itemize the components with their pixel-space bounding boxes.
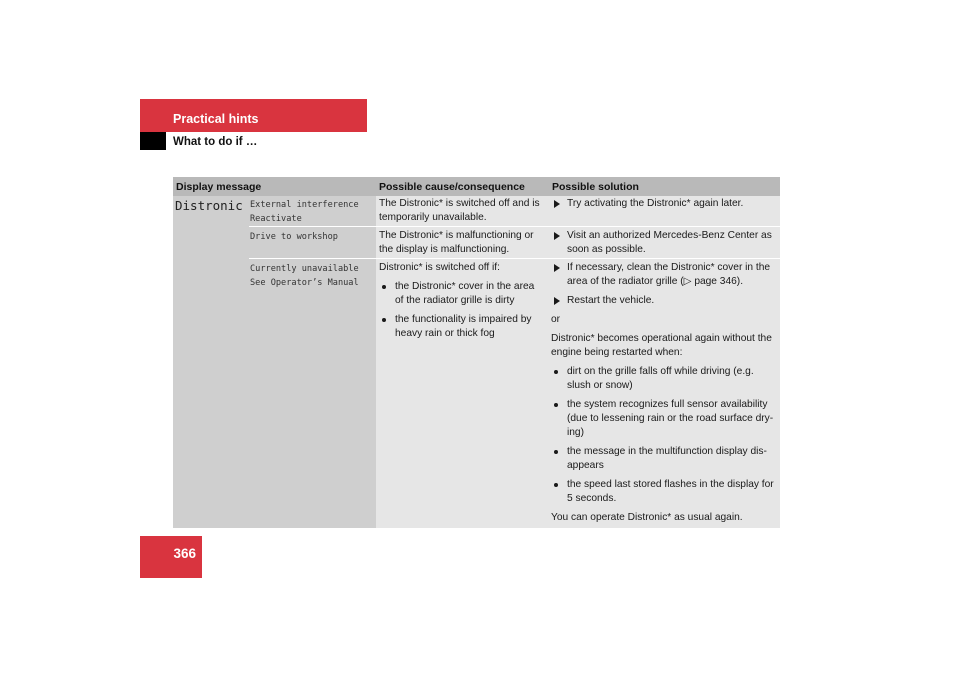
row-divider	[249, 258, 780, 259]
solution-action: Try activating the Distronic* again later.	[551, 197, 778, 211]
solution-action: Restart the vehicle.	[551, 294, 778, 308]
bullet-icon	[382, 318, 386, 322]
row-divider	[249, 226, 780, 227]
list-item: the functionality is impaired by heavy rain or thick fog	[379, 313, 545, 341]
message-column	[173, 196, 376, 528]
column-header-cause: Possible cause/consequence	[376, 177, 549, 196]
arrow-icon	[554, 297, 560, 305]
bullet-icon	[554, 370, 558, 374]
list-item: the message in the multifunction display dis-appears	[551, 445, 778, 473]
cause-text: The Distronic* is malfunctioning or the display is malfunctioning.	[379, 230, 534, 255]
column-header-display-message: Display message	[173, 177, 376, 196]
display-message: Currently unavailable See Operator’s Manual	[250, 264, 359, 288]
solution-action: Visit an authorized Mercedes-Benz Center as soon as possible.	[551, 229, 778, 257]
cause-block	[379, 261, 545, 341]
solution-conclusion: You can operate Distronic* as usual again.	[551, 512, 743, 523]
solution-action: If necessary, clean the Distronic* cover in the area of the radiator grille (▷ page 346).	[551, 261, 778, 289]
display-message: External interference Reactivate	[250, 200, 359, 224]
bullet-icon	[554, 403, 558, 407]
arrow-icon	[554, 264, 560, 272]
list-item: dirt on the grille falls off while driving (e.g. slush or snow)	[551, 365, 778, 393]
cause-text: The Distronic* is switched off and is temporarily unavailable.	[379, 198, 540, 223]
list-item: the speed last stored flashes in the display for 5 seconds.	[551, 478, 778, 506]
list-item: the Distronic* cover in the area of the radiator grille is dirty	[379, 280, 545, 308]
section-header-bar	[140, 99, 367, 132]
section-title: Practical hints	[173, 112, 259, 126]
subsection-title: What to do if …	[173, 136, 258, 148]
bullet-icon	[554, 450, 558, 454]
solution-block	[551, 261, 778, 525]
header-marker	[140, 132, 166, 150]
cause-intro: Distronic* is switched off if:	[379, 262, 500, 273]
bullet-icon	[554, 483, 558, 487]
solution-intro: Distronic* becomes operational again without the engine being restarted when:	[551, 333, 772, 358]
display-message: Drive to workshop	[250, 232, 338, 242]
list-item: the system recognizes full sensor availability (due to lessening rain or the road surface dry-ing)	[551, 398, 778, 440]
arrow-icon	[554, 200, 560, 208]
or-separator: or	[551, 314, 561, 325]
bullet-icon	[382, 285, 386, 289]
page-number-box	[140, 536, 202, 578]
group-label: Distronic	[175, 198, 243, 213]
column-header-solution: Possible solution	[549, 177, 780, 196]
page-number: 366	[173, 546, 196, 561]
arrow-icon	[554, 232, 560, 240]
display-message-table	[173, 177, 780, 528]
